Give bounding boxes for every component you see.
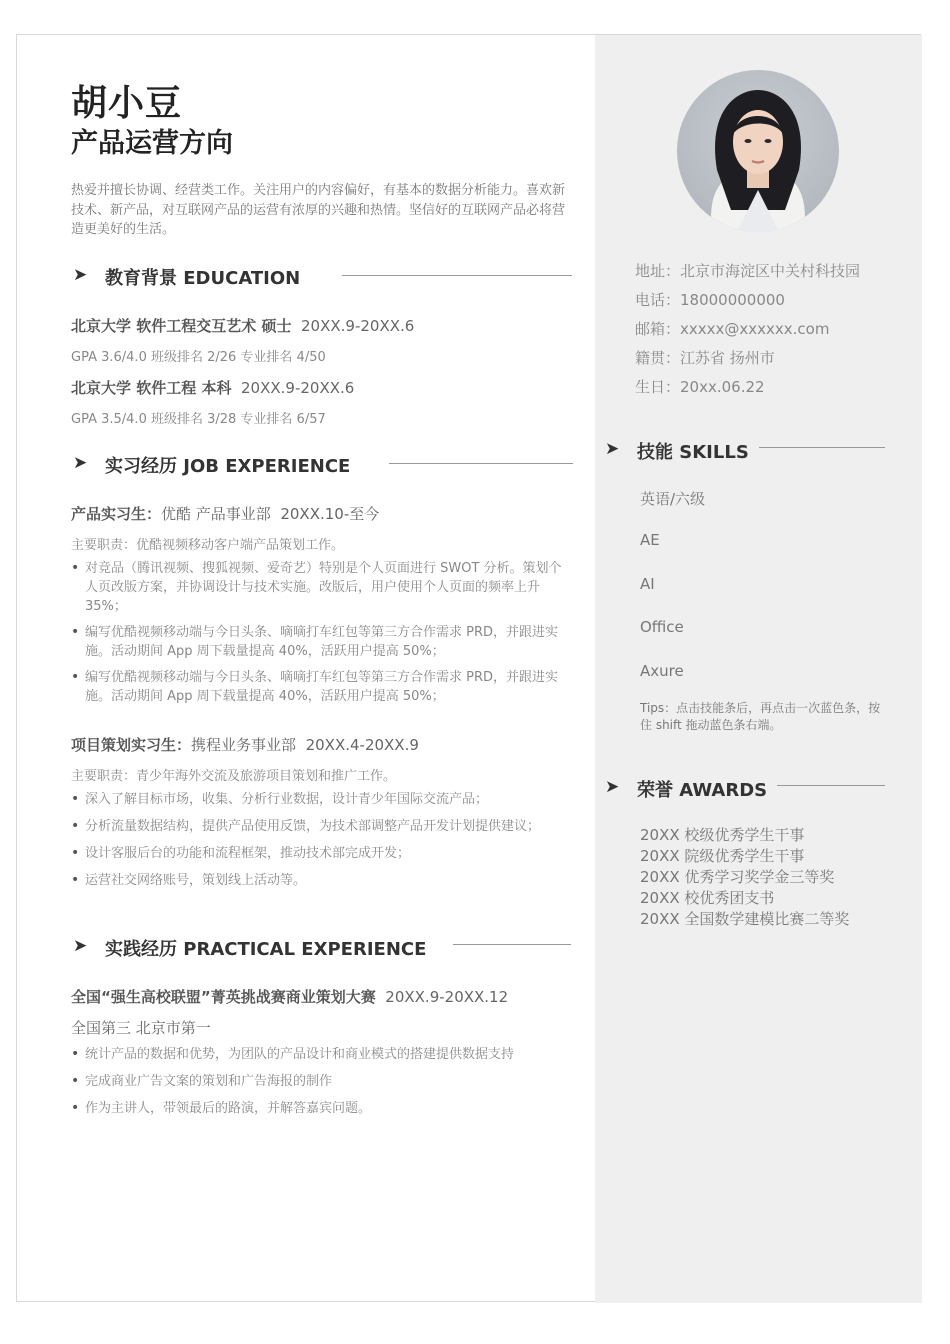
skill-item[interactable]: 英语/六级 [640,490,706,508]
arrow-right-icon: ➤ [605,439,620,459]
list-item: • 统计产品的数据和优势，为团队的产品设计和商业模式的搭建提供数据支持 [71,1045,573,1064]
contact-hometown: 籍贯：江苏省 扬州市 [635,349,775,367]
arrow-right-icon: ➤ [73,453,88,473]
education-entry-meta: GPA 3.6/4.0 班级排名 2/26 专业排名 4/50 [71,350,326,365]
arrow-right-icon: ➤ [605,777,620,797]
section-title-education: 教育背景 EDUCATION [105,268,301,289]
award-item: 20XX 校优秀团支书 [640,889,775,907]
contact-email: 邮箱：xxxxx@xxxxxx.com [635,320,830,338]
award-item: 20XX 校级优秀学生干事 [640,826,805,844]
self-introduction: 热爱并擅长协调、经营类工作。关注用户的内容偏好，有基本的数据分析能力。喜欢新技术、新产品，对互联网产品的运营有浓厚的兴趣和热情。坚信好的互联网产品必将营造更美好的生活。 [71,183,566,237]
arrow-right-icon: ➤ [73,936,88,956]
skill-item[interactable]: Axure [640,662,684,680]
list-item: • 分析流量数据结构，提供产品使用反馈，为技术部调整产品开发计划提供建议； [71,817,573,836]
section-title-skills: 技能 SKILLS [637,442,749,463]
education-entry-title: 北京大学 软件工程 本科 20XX.9-20XX.6 [71,379,355,397]
section-divider [759,447,885,448]
practice-entry-title: 全国“强生高校联盟”菁英挑战赛商业策划大赛 20XX.9-20XX.12 [71,988,509,1006]
list-item: • 深入了解目标市场，收集、分析行业数据，设计青少年国际交流产品； [71,790,573,809]
section-divider [777,785,885,786]
award-item: 20XX 全国数学建模比赛二等奖 [640,910,850,928]
section-divider [389,463,573,464]
job-entry-title: 产品实习生：优酷 产品事业部 20XX.10-至今 [71,505,380,523]
award-item: 20XX 优秀学习奖学金三等奖 [640,868,835,886]
arrow-right-icon: ➤ [73,265,88,285]
skill-item[interactable]: Office [640,618,684,636]
job-duty: 主要职责：优酷视频移动客户端产品策划工作。 [71,538,345,553]
job-bullets [71,790,573,890]
list-item: • 设计客服后台的功能和流程框架，推动技术部完成开发； [71,844,573,863]
contact-birthday: 生日：20xx.06.22 [635,378,765,396]
section-title-jobs: 实习经历 JOB EXPERIENCE [105,456,351,477]
resume-page [16,34,921,1302]
practice-result: 全国第三 北京市第一 [71,1019,211,1037]
skills-tips: Tips：点击技能条后，再点击一次蓝色条，按住 shift 拖动蓝色条右端。 [640,701,881,732]
awards-list [640,825,849,930]
contact-phone: 电话：18000000000 [635,291,785,309]
list-item: • 编写优酷视频移动端与今日头条、嘀嘀打车红包等第三方合作需求 PRD，并跟进实施。活动期间 App 周下载量提高 40%，活跃用户提高 50%； [71,623,573,661]
list-item: • 编写优酷视频移动端与今日头条、嘀嘀打车红包等第三方合作需求 PRD，并跟进实施。活动期间 App 周下载量提高 40%，活跃用户提高 50%； [71,668,573,706]
education-entry-title: 北京大学 软件工程交互艺术 硕士 20XX.9-20XX.6 [71,317,415,335]
education-entry-meta: GPA 3.5/4.0 班级排名 3/28 专业排名 6/57 [71,412,326,427]
job-duty: 主要职责：青少年海外交流及旅游项目策划和推广工作。 [71,769,397,784]
list-item: • 对竞品（腾讯视频、搜狐视频、爱奇艺）特别是个人页面进行 SWOT 分析。策划个人页改版方案，并协调设计与技术实施。改版后，用户使用个人页面的频率上升 35%； [71,559,573,616]
job-entry-title: 项目策划实习生：携程业务事业部 20XX.4-20XX.9 [71,736,419,754]
portrait-icon [677,70,839,232]
job-bullets [71,559,573,706]
section-title-practice: 实践经历 PRACTICAL EXPERIENCE [105,939,427,960]
portrait-photo [677,70,839,232]
list-item: • 运营社交网络账号，策划线上活动等。 [71,871,573,890]
award-item: 20XX 院级优秀学生干事 [640,847,805,865]
section-divider [453,944,571,945]
career-direction: 产品运营方向 [71,128,233,159]
skill-item[interactable]: AI [640,575,655,593]
skill-item[interactable]: AE [640,531,660,549]
section-title-awards: 荣誉 AWARDS [637,780,768,801]
contact-address: 地址：北京市海淀区中关村科技园 [635,262,861,280]
list-item: • 完成商业广告文案的策划和广告海报的制作 [71,1072,573,1091]
list-item: • 作为主讲人，带领最后的路演，并解答嘉宾问题。 [71,1099,573,1118]
section-divider [342,275,572,276]
practice-bullets [71,1045,573,1118]
candidate-name: 胡小豆 [71,83,183,124]
